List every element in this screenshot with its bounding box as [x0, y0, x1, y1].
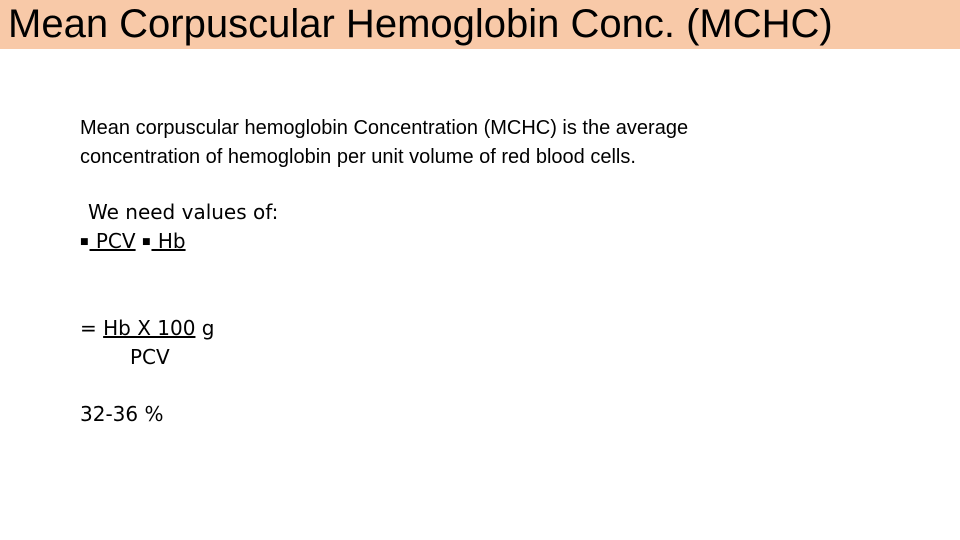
- definition-line-1: Mean corpuscular hemoglobin Concentration (MCHC) is the average: [80, 117, 689, 139]
- required-values-list: [80, 227, 186, 257]
- formula-numerator-row: [80, 314, 215, 343]
- definition-line-2: concentration of hemoglobin per unit volume of red blood cells.: [80, 146, 636, 168]
- slide-title: Mean Corpuscular Hemoglobin Conc. (MCHC): [8, 2, 833, 46]
- need-values-label: We need values of:: [88, 200, 279, 224]
- definition-text: [80, 114, 840, 172]
- bullet-icon: ■: [80, 237, 89, 247]
- formula-denominator: PCV: [130, 345, 170, 369]
- value-hb: Hb: [151, 229, 186, 253]
- formula-numerator: Hb X 100: [103, 316, 196, 340]
- formula-equals: =: [80, 316, 104, 340]
- normal-range: 32-36 %: [80, 402, 164, 426]
- value-pcv: PCV: [89, 229, 136, 253]
- bullet-icon: ■: [141, 237, 151, 247]
- title-bar: [0, 0, 960, 49]
- formula-unit: g: [195, 316, 215, 340]
